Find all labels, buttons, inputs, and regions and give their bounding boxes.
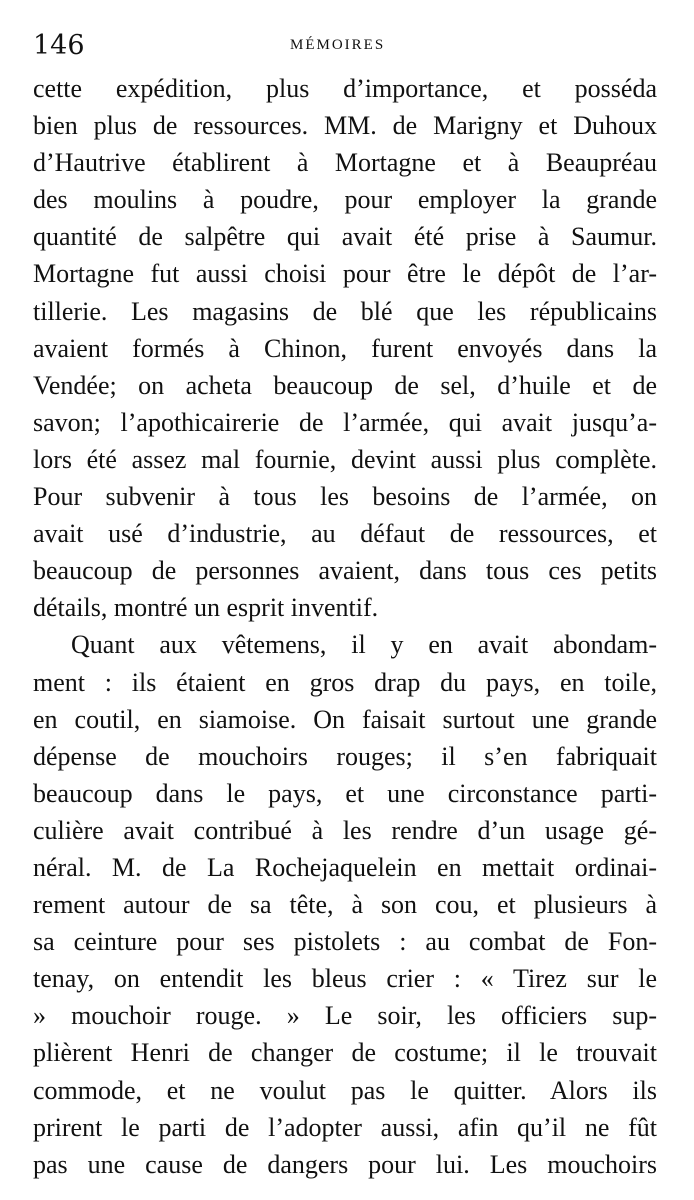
text-line: bien plus de ressources. MM. de Marigny et Duhoux [33,111,657,141]
text-line: pas une cause de dangers pour lui. Les mouchoirs [33,1149,657,1179]
body-text [33,70,657,1183]
paragraph-end-line: détails, montré un esprit inventif. [33,593,379,623]
text-line: lors été assez mal fournie, devint aussi plus complète. [33,444,657,474]
text-line: beaucoup de personnes avaient, dans tous ces petits [33,556,657,586]
text-line: cette expédition, plus d’importance, et posséda [33,74,657,103]
text-line: dépense de mouchoirs rouges; il s’en fabriquait [33,741,657,771]
text-line: » mouchoir rouge. » Le soir, les officiers sup- [33,1001,657,1031]
text-line: tenay, on entendit les bleus crier : « Tirez sur le [33,964,657,994]
text-line: Pour subvenir à tous les besoins de l’armée, on [33,482,657,512]
text-line: néral. M. de La Rochejaquelein en mettait ordinai- [33,852,657,882]
running-head: MÉMOIRES [290,37,386,53]
paragraph-start-line: Quant aux vêtemens, il y en avait abondam- [71,630,657,660]
text-line: avait usé d’industrie, au défaut de ressources, et [33,519,657,549]
text-line: Mortagne fut aussi choisi pour être le dépôt de l’ar- [33,259,657,289]
text-line: beaucoup dans le pays, et une circonstance parti- [33,778,657,808]
text-line: prirent le parti de l’adopter aussi, afin qu’il ne fût [33,1112,657,1142]
text-line: sa ceinture pour ses pistolets : au combat de Fon- [33,927,657,957]
page-number: 146 [33,30,85,61]
text-line: culière avait contribué à les rendre d’un usage gé- [33,815,657,845]
text-line: savon; l’apothicairerie de l’armée, qui avait jusqu’a- [33,407,657,437]
text-line: avaient formés à Chinon, furent envoyés dans la [33,333,657,363]
text-line: en coutil, en siamoise. On faisait surtout une grande [33,704,657,734]
text-line: rement autour de sa tête, à son cou, et plusieurs à [33,890,657,920]
text-line: des moulins à poudre, pour employer la grande [33,185,657,215]
text-line: d’Hautrive établirent à Mortagne et à Beaupréau [33,148,657,178]
text-line: plièrent Henri de changer de costume; il le trouvait [33,1038,657,1068]
text-line: commode, et ne voulut pas le quitter. Alors ils [33,1075,657,1105]
text-line: ment : ils étaient en gros drap du pays, en toile, [33,667,657,697]
text-line: Vendée; on acheta beaucoup de sel, d’huile et de [33,370,657,400]
text-line: tillerie. Les magasins de blé que les républicains [33,296,657,326]
text-line: quantité de salpêtre qui avait été prise à Saumur. [33,222,657,252]
